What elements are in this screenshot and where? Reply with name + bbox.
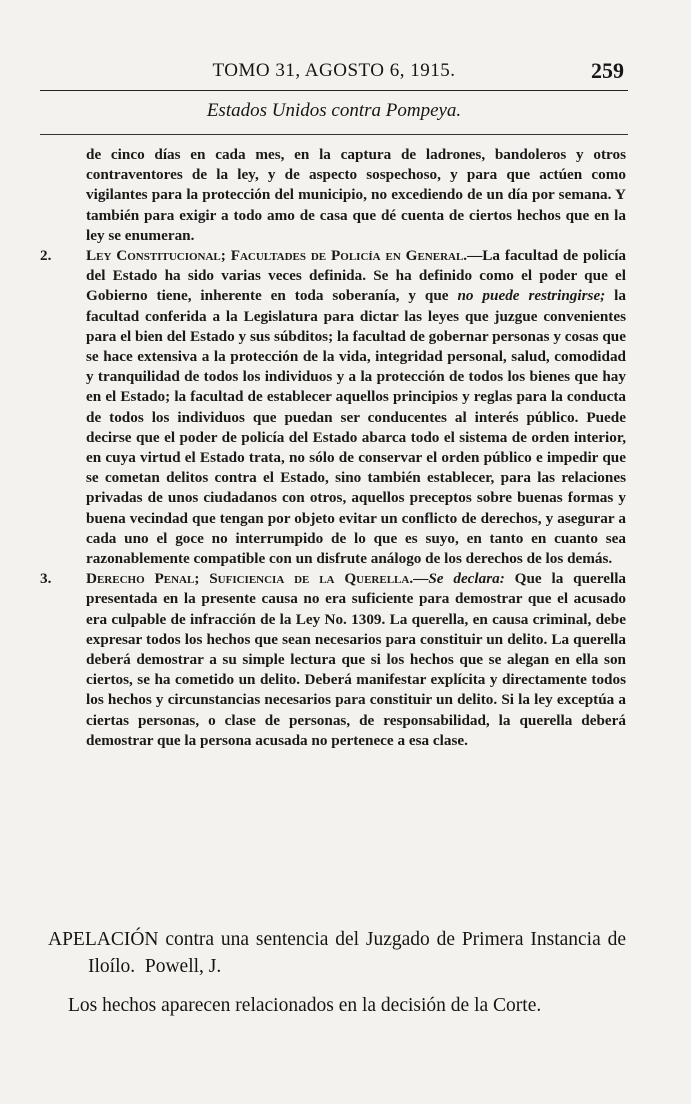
item-text-b: la facultad conferida a la Legislatura para dictar las leyes que juzgue convenientes para el bien del Estado y sus súbditos; la facultad de gobernar personas y cosas que se hace extensiva a la protección de la vida, integridad personal, salud, comodidad y tranquilidad de todos los individuos y a la protección de todos los bienes que hay en el Estado; la facultad de establecer aquellos principios y reglas para la conducta de todos los individuos que puedan ser conducentes al interés público. Puede decirse que el poder de policía del Estado abarca todo el sistema de orden interior, en cuya virtud el Estado trata, no sólo de conservar el orden público e impedir que se cometan delitos contra el Estado, sino también establecer, para las relaciones privadas de unos ciudadanos con otros, aquellos preceptos sobre buenas formas y buena vecindad que tengan por objeto evitar un conflicto de derechos, y asegurar a cada uno el goce no interrumpido de lo que es suyo, en tanto en cuanto sea razonablemente compatible con un disfrute análogo de los derechos de los demás. bbox=[86, 287, 626, 568]
page-number: 259 bbox=[591, 58, 624, 83]
item-dash: — bbox=[413, 570, 429, 588]
header-divider bbox=[40, 134, 628, 135]
item-text: Que la querella presentada en la presente causa no era suficiente para demostrar que el acusado era culpable de infracción de la Ley No. 1309. La querella, en causa criminal, debe expresar todos los hechos que sean necesarios para constituir un delito. La querella deberá demostrar a su simple lectura que si los hechos que se alegan en ella son ciertos, se ha cometido un delito. Deberá manifestar explícita y directamente todos los hechos y circunstancias necesarios para constituir un delito. Si la ley exceptúa a ciertas personas, o clase de personas, de responsabilidad, la querella deberá demostrar que la persona acusada no pertenece a esa clase. bbox=[86, 570, 627, 749]
italic-phrase: Se declara: bbox=[428, 570, 505, 588]
running-head bbox=[40, 60, 628, 91]
item-number: 2. bbox=[40, 247, 52, 265]
syllabus bbox=[40, 145, 626, 751]
continued-text: de cinco días en cada mes, en la captura de ladrones, bandoleros y otros contraventores de la ley, y de aspecto sospechoso, y para que actúen como vigilantes para la protección del municipio, no excediendo de un día por semana. Y también para exigir a todo amo de casa que dé cuenta de ciertos hechos que en la ley se enumeran. bbox=[86, 146, 626, 244]
appeal-line bbox=[48, 926, 626, 980]
item-number: 3. bbox=[40, 570, 52, 588]
syllabus-item-3 bbox=[40, 569, 626, 751]
case-title: Estados Unidos contra Pompeya. bbox=[206, 100, 462, 121]
syllabus-continued-paragraph bbox=[40, 145, 626, 246]
facts-paragraph: Los hechos aparecen relacionados en la decisión de la Corte. bbox=[68, 995, 542, 1016]
judge-name: Powell, J. bbox=[144, 956, 222, 977]
opinion-opening bbox=[48, 926, 626, 1019]
syllabus-item-2 bbox=[40, 246, 626, 569]
item-text-a: —La facultad de policía del Estado ha sido varias veces definida. Se ha definido como el poder que el Gobierno tiene, inherente en toda soberanía, y que bbox=[86, 247, 627, 305]
appeal-lead: APELACIÓN bbox=[48, 929, 159, 950]
italic-phrase: no puede restringirse; bbox=[457, 287, 606, 305]
item-heading: Ley Constitucional; Facultades de Policía en General. bbox=[86, 247, 468, 265]
appeal-text: contra una sentencia del Juzgado de Primera Instancia de Iloílo. bbox=[88, 929, 626, 977]
item-heading: Derecho Penal; Suficiencia de la Querella. bbox=[86, 570, 414, 588]
volume-date-heading: TOMO 31, AGOSTO 6, 1915. bbox=[212, 60, 456, 81]
